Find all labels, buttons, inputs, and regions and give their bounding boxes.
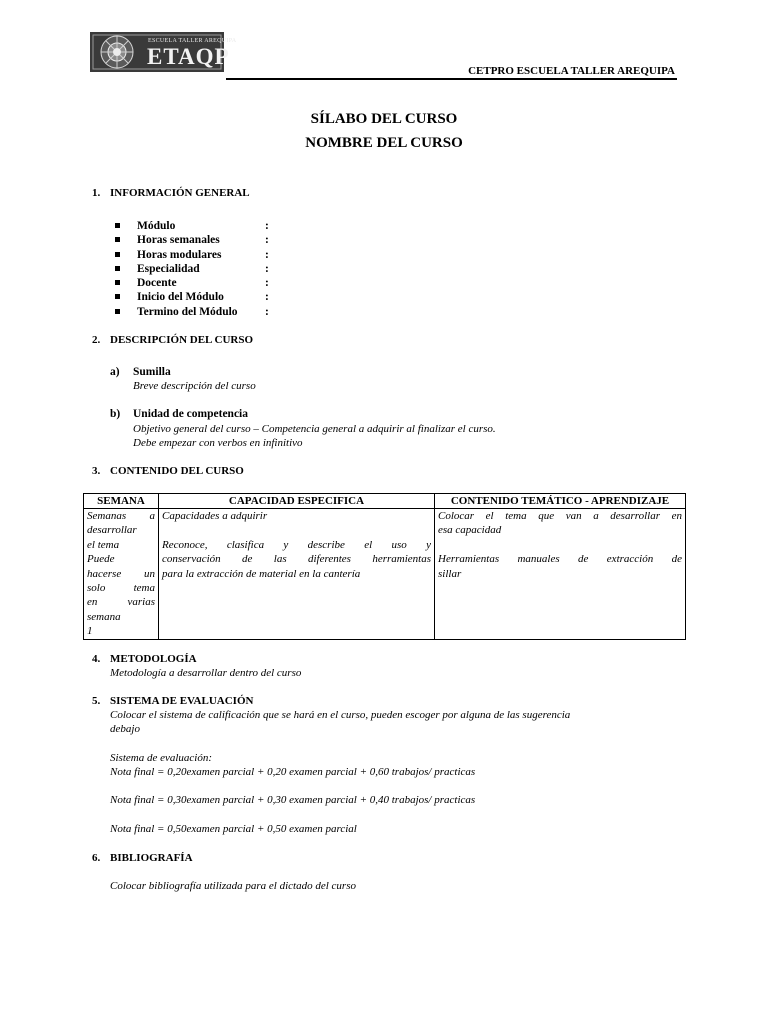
evaluacion-formula-2: Nota final = 0,30examen parcial + 0,30 examen parcial + 0,40 trabajos/ practicas — [110, 794, 476, 806]
evaluacion-label: Sistema de evaluación: — [110, 752, 213, 764]
section-number: 3. — [92, 465, 101, 477]
competencia-text-line1: Objetivo general del curso – Competencia general a adquirir al finalizar el curso. — [133, 423, 496, 435]
info-label: Módulo — [137, 220, 176, 232]
contenido-cell — [435, 509, 686, 640]
section-number: 5. — [92, 695, 101, 707]
section-1-heading — [92, 187, 250, 199]
info-label: Horas semanales — [137, 234, 220, 247]
sumilla-heading — [110, 366, 171, 378]
sub-marker: a) — [110, 366, 120, 378]
info-separator: : — [265, 305, 269, 318]
info-label: Inicio del Módulo — [137, 291, 224, 304]
evaluacion-intro-line1: Colocar el sistema de calificación que se hará en el curso, pueden escoger por alguna de las sugerencia — [110, 709, 571, 721]
header-divider — [226, 78, 677, 80]
metodologia-text: Metodología a desarrollar dentro del curso — [110, 667, 302, 679]
bullet-square-icon — [115, 309, 120, 314]
info-label: Horas modulares — [137, 248, 222, 261]
section-4-heading — [92, 653, 197, 665]
cell-line: el tema — [87, 538, 120, 551]
bullet-square-icon — [115, 266, 120, 271]
cell-line: Reconoce, clasifica y describe el uso y — [162, 538, 431, 551]
course-content-table — [83, 493, 686, 640]
etaqp-logo — [90, 32, 237, 72]
info-separator: : — [265, 248, 269, 261]
section-title: SISTEMA DE EVALUACIÓN — [110, 695, 254, 707]
bullet-square-icon — [115, 294, 120, 299]
cell-line: hacerse un — [87, 567, 155, 580]
section-5-heading — [92, 695, 253, 707]
section-number: 6. — [92, 852, 101, 864]
section-6-heading — [92, 852, 193, 864]
section-title: DESCRIPCIÓN DEL CURSO — [110, 334, 254, 346]
cell-line: 1 — [87, 625, 93, 638]
table-row — [84, 509, 686, 640]
sub-marker: b) — [110, 408, 121, 420]
semana-cell — [84, 509, 159, 640]
paragraph-gap — [162, 523, 431, 537]
info-separator: : — [265, 277, 269, 290]
cell-line: Puede — [87, 553, 115, 566]
evaluacion-intro-line2: debajo — [110, 723, 140, 735]
sumilla-text: Breve descripción del curso — [133, 380, 256, 392]
info-separator: : — [265, 291, 269, 304]
cell-line: Semanas a — [87, 510, 155, 522]
bullet-square-icon — [115, 252, 120, 257]
info-separator: : — [265, 220, 269, 232]
cell-line: sillar — [438, 567, 462, 580]
cell-line: conservación de las diferentes herramientas — [162, 553, 431, 566]
column-header-semana: SEMANA — [84, 494, 159, 509]
capacidad-cell — [159, 509, 435, 640]
cell-line: Herramientas manuales de extracción de — [438, 553, 682, 566]
table-header-row — [84, 494, 686, 509]
institution-name: CETPRO ESCUELA TALLER AREQUIPA — [468, 65, 675, 77]
section-title: BIBLIOGRAFÍA — [110, 852, 193, 864]
cell-line: semana — [87, 610, 121, 623]
section-number: 1. — [92, 187, 101, 199]
info-separator: : — [265, 234, 269, 247]
bibliografia-text: Colocar bibliografía utilizada para el dictado del curso — [110, 880, 356, 892]
column-header-capacidad: CAPACIDAD ESPECIFICA — [159, 494, 435, 509]
bullet-square-icon — [115, 237, 120, 242]
section-3-heading — [92, 465, 244, 477]
paragraph-gap — [438, 538, 682, 552]
bullet-square-icon — [115, 223, 120, 228]
section-title: METODOLOGÍA — [110, 653, 197, 665]
cell-line: esa capacidad — [438, 524, 502, 537]
section-number: 2. — [92, 334, 101, 346]
cell-line: en varias — [87, 596, 155, 609]
cell-line: desarrollar — [87, 524, 137, 537]
cell-line: Colocar el tema que van a desarrollar en — [438, 510, 682, 522]
course-name-title: NOMBRE DEL CURSO — [305, 135, 463, 151]
cell-line: solo tema — [87, 582, 155, 595]
cell-line: para la extracción de material en la cantería — [162, 567, 361, 580]
document-title: SÍLABO DEL CURSO — [310, 111, 458, 127]
logo-small-text: ESCUELA TALLER AREQUIPA — [148, 38, 237, 44]
bullet-square-icon — [115, 280, 120, 285]
section-2-heading — [92, 334, 253, 346]
info-label: Termino del Módulo — [137, 305, 238, 318]
section-title: INFORMACIÓN GENERAL — [110, 187, 250, 199]
competencia-heading — [110, 408, 248, 420]
evaluacion-formula-3: Nota final = 0,50examen parcial + 0,50 examen parcial — [110, 823, 357, 835]
info-label: Docente — [137, 277, 177, 290]
sub-title: Sumilla — [133, 366, 171, 378]
page-header — [90, 32, 677, 80]
competencia-text-line2: Debe empezar con verbos en infinitivo — [133, 437, 303, 449]
column-header-contenido: CONTENIDO TEMÁTICO - APRENDIZAJE — [435, 494, 686, 509]
section-title: CONTENIDO DEL CURSO — [110, 465, 244, 477]
cell-line: Capacidades a adquirir — [162, 510, 268, 522]
info-separator: : — [265, 262, 269, 275]
section-number: 4. — [92, 653, 101, 665]
evaluacion-formula-1: Nota final = 0,20examen parcial + 0,20 examen parcial + 0,60 trabajos/ practicas — [110, 766, 476, 778]
sub-title: Unidad de competencia — [133, 408, 248, 420]
info-label: Especialidad — [137, 262, 200, 275]
logo-big-text: ETAQP — [147, 44, 230, 69]
